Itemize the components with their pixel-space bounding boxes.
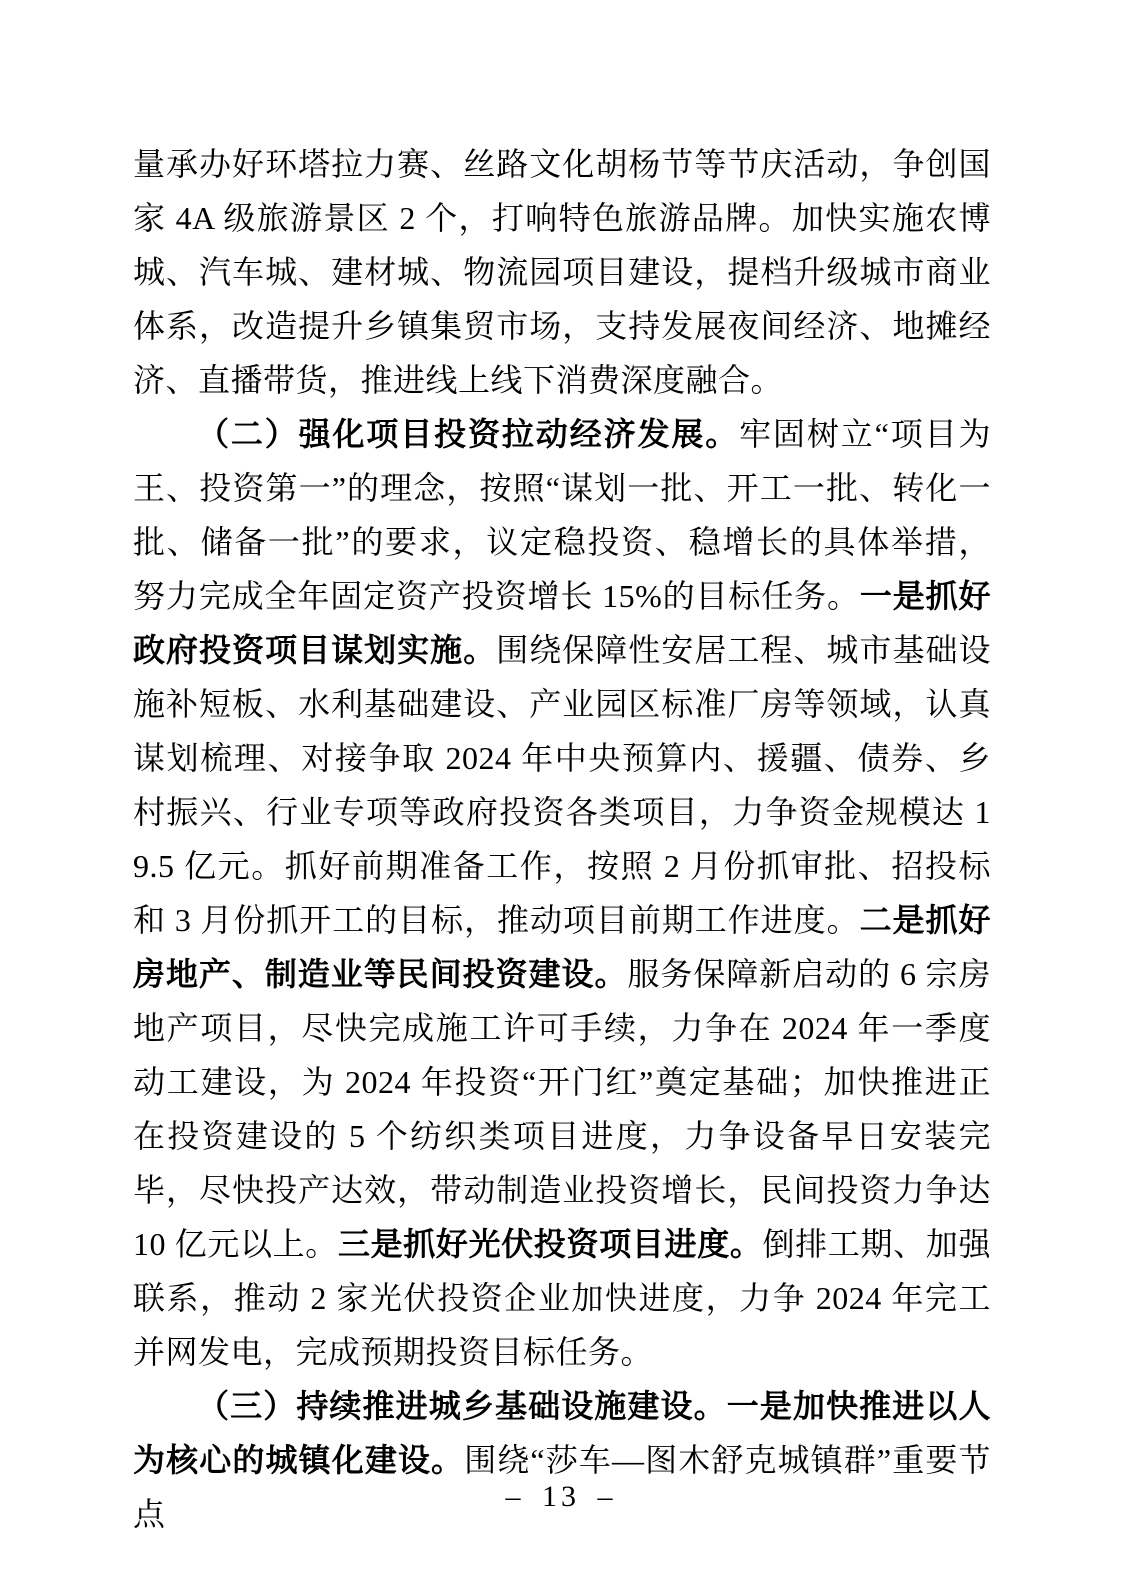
emphasis-text-run: （三）持续推进城乡基础设施建设。一是加快推进以人为核心的城镇化建设。 — [133, 1388, 991, 1478]
emphasis-text-run: 一是抓好政府投资项目谋划实施。 — [133, 578, 991, 668]
emphasis-text-run: 三是抓好光伏投资项目进度。 — [337, 1226, 763, 1262]
emphasis-text-run: （二）强化项目投资拉动经济发展。 — [197, 416, 740, 452]
text-run: 量承办好环塔拉力赛、丝路文化胡杨节等节庆活动，争创国家 4A 级旅游景区 2 个，打响特色旅游品牌。加快实施农博城、汽车城、建材城、物流园项目建设，提档升级城市商业体系，改造提升乡镇集贸市场，支持发展夜间经济、地摊经济、直播带货，推进线上线下消费深度融合。 — [133, 146, 991, 398]
paragraph — [133, 137, 991, 407]
text-run: 围绕“莎车—图木舒克城镇群”重要节点 — [133, 1442, 991, 1532]
paragraph — [133, 407, 991, 1379]
text-run: 牢固树立“项目为王、投资第一”的理念，按照“谋划一批、开工一批、转化一批、储备一批”的要求，议定稳投资、稳增长的具体举措，努力完成全年固定资产投资增长 15%的目标任务。 — [133, 416, 991, 614]
paragraph — [133, 1379, 991, 1541]
emphasis-text-run: 二是抓好房地产、制造业等民间投资建设。 — [133, 902, 991, 992]
text-run: 服务保障新启动的 6 宗房地产项目，尽快完成施工许可手续，力争在 2024 年一季度动工建设，为 2024 年投资“开门红”奠定基础；加快推进正在投资建设的 5 个纺织类项目进度，力争设备早日安装完毕，尽快投产达效，带动制造业投资增长，民间投资力争达 10 亿元以上。 — [133, 956, 991, 1262]
page-footer — [0, 1480, 1122, 1514]
page-number: – 13 – — [505, 1480, 617, 1513]
document-body — [133, 137, 991, 1541]
text-run: 围绕保障性安居工程、城市基础设施补短板、水利基础建设、产业园区标准厂房等领域，认真谋划梳理、对接争取 2024 年中央预算内、援疆、债券、乡村振兴、行业专项等政府投资各类项目，力争资金规模达 19.5 亿元。抓好前期准备工作，按照 2 月份抓审批、招投标和 3 月份抓开工的目标，推动项目前期工作进度。 — [133, 632, 991, 938]
text-run: 倒排工期、加强联系，推动 2 家光伏投资企业加快进度，力争 2024 年完工并网发电，完成预期投资目标任务。 — [133, 1226, 991, 1370]
